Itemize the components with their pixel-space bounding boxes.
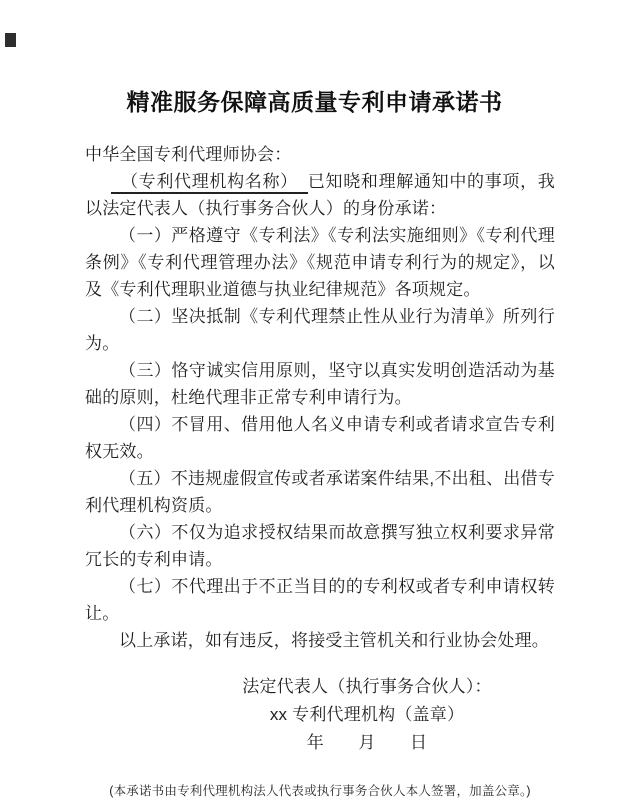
intro-paragraph — [85, 168, 555, 222]
intro-text: 已知晓和理解通知中的事项，我以法定代表人（执行事务合伙人）的身份承诺： — [85, 172, 555, 219]
commitment-label: （五） — [119, 469, 171, 489]
signature-representative-line: 法定代表人（执行事务合伙人）： — [242, 677, 492, 697]
commitment-item-7 — [85, 573, 555, 627]
commitment-item-1 — [85, 222, 555, 303]
commitment-item-3 — [85, 357, 555, 411]
salutation: 中华全国专利代理师协会： — [85, 145, 292, 165]
signature-agency-line: xx 专利代理机构（盖章） — [269, 705, 465, 725]
commitment-label: （二） — [119, 307, 172, 327]
commitment-text: 不违规虚假宣传或者承诺案件结果,不出租、出借专利代理机构资质。 — [85, 469, 555, 516]
commitment-text: 不冒用、借用他人名义申请专利或者请求宣告专利权无效。 — [85, 415, 555, 462]
commitment-text: 坚决抵制《专利代理禁止性从业行为清单》所列行为。 — [85, 307, 555, 354]
commitment-text: 不代理出于不正当目的的专利权或者专利申请权转让。 — [85, 577, 555, 624]
closing-statement: 以上承诺，如有违反，将接受主管机关和行业协会处理。 — [119, 631, 549, 651]
commitment-item-6 — [85, 519, 555, 573]
commitment-item-2 — [85, 303, 555, 357]
document-title: 精准服务保障高质量专利申请承诺书 — [126, 89, 503, 116]
agency-name-blank: （专利代理机构名称） — [111, 172, 308, 194]
commitment-text: 严格遵守《专利法》《专利法实施细则》《专利代理条例》《专利代理管理办法》《规范申请专利行为的规定》，以及《专利代理职业道德与执业纪律规范》各项规定。 — [85, 226, 555, 300]
commitment-label: （七） — [119, 577, 172, 597]
document-body — [85, 141, 555, 798]
signature-date-line: 年 月 日 — [306, 733, 428, 753]
scan-artifact-mark — [5, 33, 16, 47]
signature-block — [85, 673, 555, 757]
commitment-item-4 — [85, 411, 555, 465]
commitment-label: （四） — [119, 415, 172, 435]
commitment-item-5 — [85, 465, 555, 519]
commitment-label: （三） — [119, 361, 172, 381]
commitment-text: 恪守诚实信用原则，坚守以真实发明创造活动为基础的原则，杜绝代理非正常专利申请行为。 — [85, 361, 555, 408]
commitment-label: （一） — [119, 226, 172, 246]
commitment-text: 不仅为追求授权结果而故意撰写独立权利要求异常冗长的专利申请。 — [85, 523, 555, 570]
footnote: (本承诺书由专利代理机构法人代表或执行事务合伙人本人签署，加盖公章。) — [109, 784, 531, 798]
commitment-label: （六） — [119, 523, 172, 543]
